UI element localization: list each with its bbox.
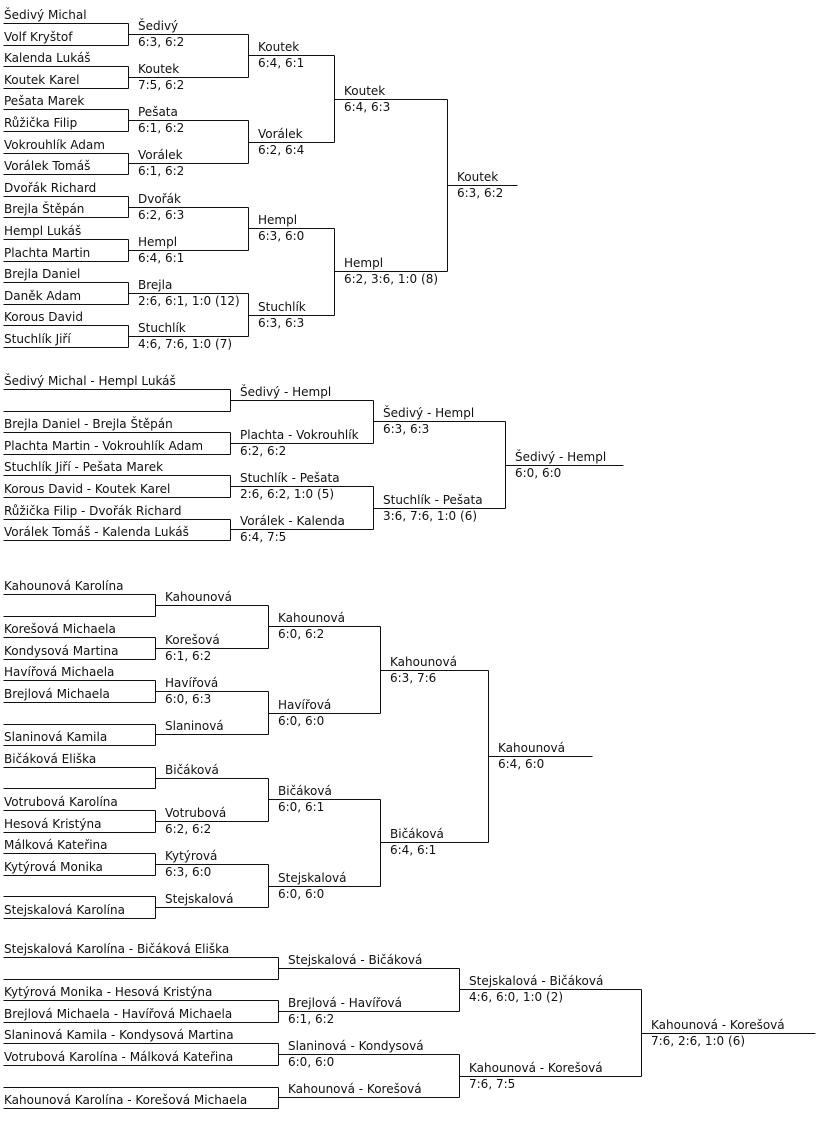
player-entry: Korous David - Koutek Karel [4, 482, 171, 496]
match-score: 6:3, 6:2 [138, 35, 185, 49]
match-score: 6:3, 6:3 [383, 422, 430, 436]
match-score: 6:4, 6:3 [344, 100, 391, 114]
match-score: 6:0, 6:1 [278, 800, 325, 814]
player-entry: Plachta Martin - Vokrouhlík Adam [4, 439, 204, 453]
match-winner: Kahounová [498, 741, 565, 755]
match-score: 6:0, 6:0 [288, 1055, 335, 1069]
player-entry: Dvořák Richard [4, 181, 97, 195]
match-score: 6:4, 6:0 [498, 757, 545, 771]
player-entry: Kahounová Karolína - Korešová Michaela [4, 1093, 248, 1107]
match-score: 6:4, 6:1 [390, 843, 437, 857]
match-winner: Kytýrová [165, 849, 218, 863]
match-winner: Votrubová [165, 806, 227, 820]
player-entry: Brejla Daniel - Brejla Štěpán [4, 417, 173, 431]
match-winner: Koutek [344, 84, 386, 98]
match-score: 6:2, 6:2 [240, 444, 287, 458]
match-winner: Pešata [138, 105, 178, 119]
match-score: 6:2, 6:3 [138, 208, 185, 222]
match-score: 6:0, 6:0 [515, 466, 562, 480]
match-score: 3:6, 7:6, 1:0 (6) [383, 509, 478, 523]
match-winner: Hempl [258, 213, 298, 227]
player-entry: Bičáková Eliška [4, 752, 97, 766]
match-winner: Stejskalová - Bičáková [469, 974, 604, 988]
player-entry: Votrubová Karolína - Málková Kateřina [4, 1050, 234, 1064]
match-winner: Stuchlík [138, 321, 186, 335]
match-winner: Koutek [138, 62, 180, 76]
match-score: 6:1, 6:2 [165, 649, 212, 663]
player-entry: Brejlová Michaela [4, 687, 110, 701]
player-entry: Daněk Adam [4, 289, 82, 303]
match-score: 6:0, 6:0 [278, 887, 325, 901]
match-score: 7:5, 6:2 [138, 78, 185, 92]
player-entry: Stejskalová Karolína [4, 903, 125, 917]
player-entry: Pešata Marek [4, 94, 85, 108]
match-score: 6:3, 6:0 [258, 229, 305, 243]
player-entry: Brejla Daniel [4, 267, 81, 281]
match-score: 6:2, 6:2 [165, 822, 212, 836]
match-winner: Kahounová - Korešová [288, 1082, 422, 1096]
match-winner: Havířová [165, 676, 219, 690]
match-winner: Stejskalová [165, 892, 234, 906]
match-score: 6:0, 6:0 [278, 714, 325, 728]
match-winner: Korešová [165, 633, 220, 647]
match-score: 6:1, 6:2 [138, 164, 185, 178]
player-entry: Koutek Karel [4, 73, 80, 87]
match-winner: Šedivý - Hempl [515, 450, 607, 464]
match-score: 7:6, 2:6, 1:0 (6) [651, 1034, 746, 1048]
match-score: 4:6, 6:0, 1:0 (2) [469, 990, 564, 1004]
match-winner: Brejlová - Havířová [288, 996, 402, 1010]
player-entry: Plachta Martin [4, 246, 91, 260]
match-score: 6:0, 6:3 [165, 692, 212, 706]
match-winner: Kahounová [390, 655, 457, 669]
match-score: 6:3, 6:0 [165, 865, 212, 879]
player-entry: Vorálek Tomáš - Kalenda Lukáš [4, 525, 189, 539]
player-entry: Šedivý Michal [4, 8, 87, 22]
player-entry: Hesová Kristýna [4, 817, 102, 831]
match-winner: Koutek [457, 170, 499, 184]
match-winner: Brejla [138, 278, 173, 292]
player-entry: Vorálek Tomáš [4, 159, 91, 173]
player-entry: Korešová Michaela [4, 622, 116, 636]
player-entry: Kalenda Lukáš [4, 51, 91, 65]
match-winner: Vorálek [258, 127, 303, 141]
player-entry: Vokrouhlík Adam [4, 138, 105, 152]
match-score: 4:6, 7:6, 1:0 (7) [138, 337, 233, 351]
match-winner: Hempl [138, 235, 178, 249]
match-winner: Vorálek [138, 148, 183, 162]
match-winner: Bičáková [278, 784, 332, 798]
match-winner: Koutek [258, 40, 300, 54]
match-winner: Kahounová [165, 590, 232, 604]
match-winner: Havířová [278, 698, 332, 712]
player-entry: Havířová Michaela [4, 665, 115, 679]
match-score: 6:1, 6:2 [288, 1012, 335, 1026]
match-winner: Kahounová - Korešová [651, 1018, 785, 1032]
player-entry: Slaninová Kamila - Kondysová Martina [4, 1028, 234, 1042]
match-score: 6:3, 6:3 [258, 316, 305, 330]
match-score: 6:4, 7:5 [240, 530, 287, 544]
match-winner: Slaninová [165, 719, 224, 733]
match-score: 2:6, 6:1, 1:0 (12) [138, 294, 240, 308]
match-winner: Stuchlík [258, 300, 306, 314]
match-winner: Šedivý [138, 19, 179, 33]
match-score: 2:6, 6:2, 1:0 (5) [240, 487, 335, 501]
match-winner: Šedivý - Hempl [383, 406, 475, 420]
player-entry: Hempl Lukáš [4, 224, 82, 238]
player-entry: Kondysová Martina [4, 644, 119, 658]
match-winner: Kahounová - Korešová [469, 1061, 603, 1075]
player-entry: Růžička Filip - Dvořák Richard [4, 504, 182, 518]
match-winner: Vorálek - Kalenda [240, 514, 345, 528]
match-winner: Stejskalová [278, 871, 347, 885]
player-entry: Votrubová Karolína [4, 795, 118, 809]
match-score: 6:4, 6:1 [138, 251, 185, 265]
match-winner: Stejskalová - Bičáková [288, 953, 423, 967]
match-score: 6:3, 7:6 [390, 671, 437, 685]
player-entry: Málková Kateřina [4, 838, 108, 852]
player-entry: Stuchlík Jiří - Pešata Marek [4, 460, 164, 474]
match-winner: Stuchlík - Pešata [240, 471, 340, 485]
match-winner: Hempl [344, 256, 384, 270]
player-entry: Kahounová Karolína [4, 579, 124, 593]
player-entry: Korous David [4, 310, 83, 324]
match-winner: Dvořák [138, 192, 181, 206]
match-score: 6:0, 6:2 [278, 627, 325, 641]
player-entry: Kytýrová Monika [4, 860, 103, 874]
player-entry: Šedivý Michal - Hempl Lukáš [4, 374, 176, 388]
match-score: 6:2, 3:6, 1:0 (8) [344, 272, 439, 286]
player-entry: Stejskalová Karolína - Bičáková Eliška [4, 942, 230, 956]
match-score: 6:2, 6:4 [258, 143, 305, 157]
player-entry: Brejlová Michaela - Havířová Michaela [4, 1007, 233, 1021]
match-score: 6:4, 6:1 [258, 56, 305, 70]
match-winner: Plachta - Vokrouhlík [240, 428, 359, 442]
match-winner: Kahounová [278, 611, 345, 625]
match-winner: Bičáková [390, 827, 444, 841]
player-entry: Stuchlík Jiří [4, 332, 71, 346]
player-entry: Brejla Štěpán [4, 202, 85, 216]
player-entry: Růžička Filip [4, 116, 78, 130]
match-winner: Bičáková [165, 763, 219, 777]
player-entry: Kytýrová Monika - Hesová Kristýna [4, 985, 213, 999]
player-entry: Volf Kryštof [4, 30, 73, 44]
match-score: 7:6, 7:5 [469, 1077, 516, 1091]
match-score: 6:1, 6:2 [138, 121, 185, 135]
match-winner: Slaninová - Kondysová [288, 1039, 424, 1053]
match-winner: Šedivý - Hempl [240, 385, 332, 399]
match-winner: Stuchlík - Pešata [383, 493, 483, 507]
match-score: 6:3, 6:2 [457, 186, 504, 200]
player-entry: Slaninová Kamila [4, 730, 108, 744]
